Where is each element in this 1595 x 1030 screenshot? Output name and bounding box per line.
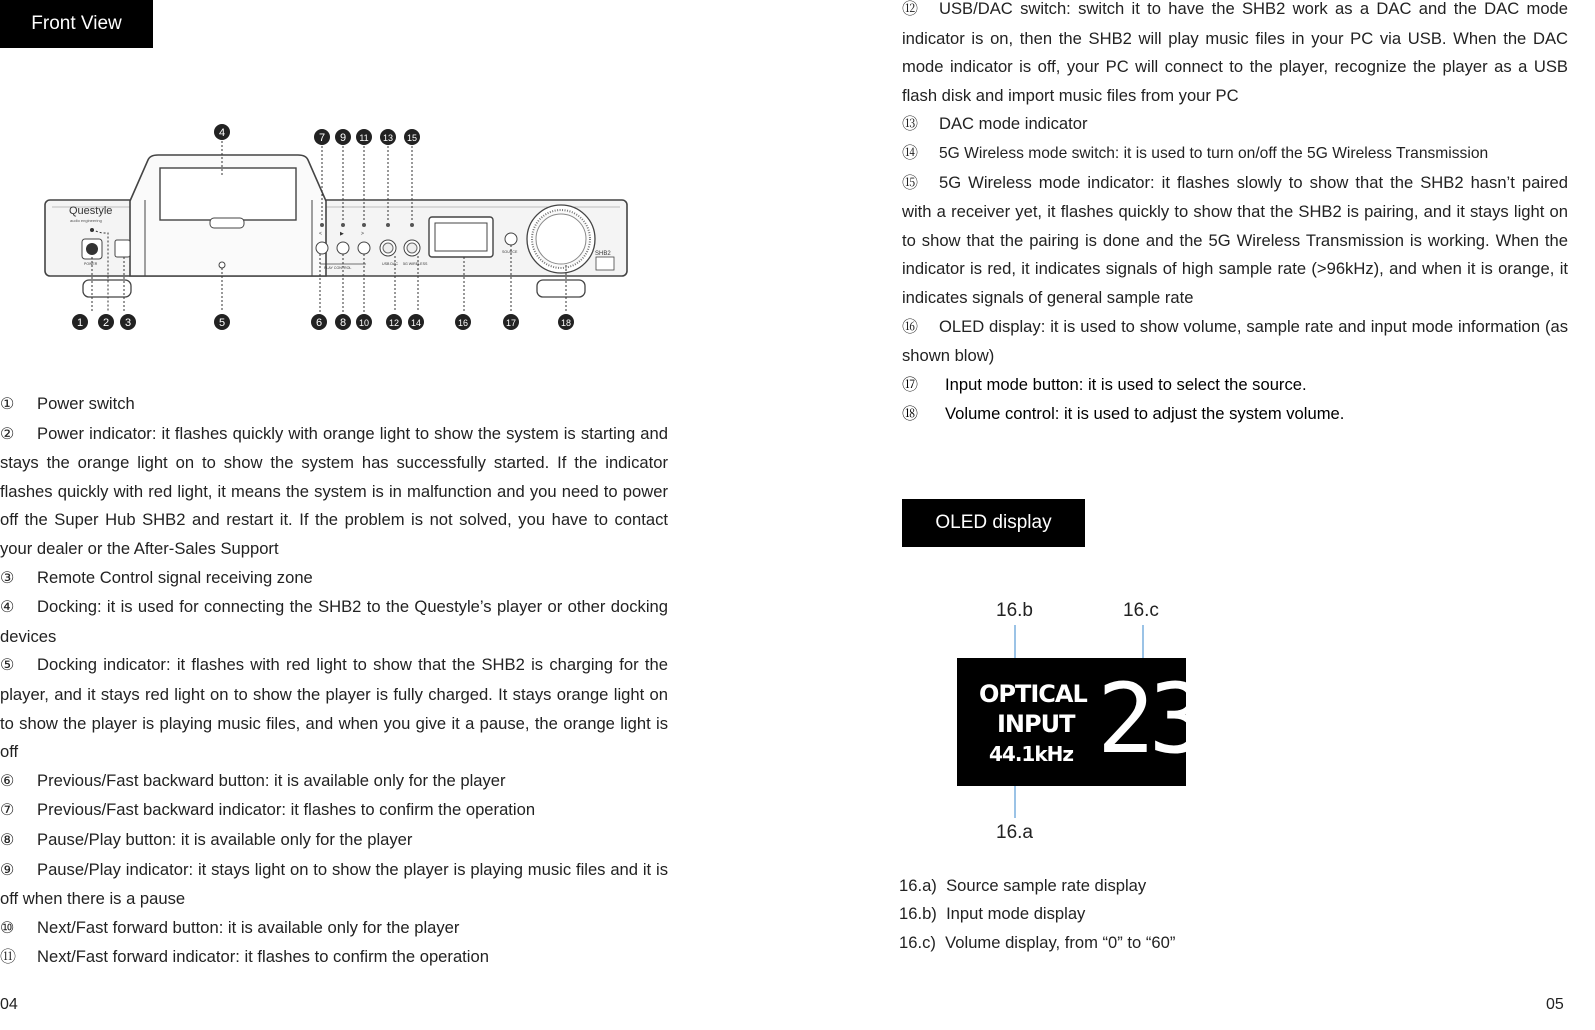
list-item: ⑫ USB/DAC switch: switch it to have the SHB2 work as a DAC and the DAC mode indicator is on, then the SHB2 will play music files in your PC via USB. When the DAC mode indicator is off, your PC will connect to the player, recognize the player as a USB flash disk and import music files from your PC bbox=[902, 0, 1568, 105]
oled-leader-a bbox=[1014, 784, 1016, 818]
next-button bbox=[358, 242, 370, 254]
oled-screen bbox=[957, 658, 1201, 786]
docking-indicator-led bbox=[219, 262, 225, 268]
device-front-diagram bbox=[30, 115, 670, 335]
svg-text:USB DAC: USB DAC bbox=[382, 262, 398, 266]
list-item: ⑬ DAC mode indicator bbox=[902, 114, 1088, 134]
svg-text:13: 13 bbox=[382, 133, 394, 143]
svg-text:15: 15 bbox=[406, 133, 418, 143]
svg-text:9: 9 bbox=[339, 132, 347, 144]
svg-text:5: 5 bbox=[218, 317, 226, 329]
svg-text:>: > bbox=[361, 231, 364, 237]
list-item: ① Power switch bbox=[0, 394, 135, 413]
svg-text:16: 16 bbox=[457, 318, 469, 328]
svg-text:▶: ▶ bbox=[340, 231, 344, 237]
right-item-list bbox=[902, 0, 1568, 430]
brand-logo: Questyle bbox=[69, 205, 113, 217]
list-item: ⑮ 5G Wireless mode indicator: it flashes slowly to show that the SHB2 hasn’t paired with a receiver yet, it flashes quickly to show that the SHB2 is pairing, and it stays light on to show that the pairing is done and the 5G Wireless Transmission is working. When the indicator is red, it indicates signals of high sample rate (>96kHz), and when it is orange, it indicates signals of general sample rate bbox=[902, 172, 1568, 307]
oled-callout-b: 16.b bbox=[996, 600, 1033, 621]
svg-text:7: 7 bbox=[318, 132, 326, 144]
oled-line-input: INPUT bbox=[997, 710, 1075, 738]
list-item: ⑪ Next/Fast forward indicator: it flashes to confirm the operation bbox=[0, 947, 489, 967]
list-item: ⑦ Previous/Fast backward indicator: it flashes to confirm the operation bbox=[0, 800, 536, 820]
svg-text:SHB2: SHB2 bbox=[595, 251, 611, 257]
left-item-list bbox=[0, 390, 668, 973]
list-item: ⑭ 5G Wireless mode switch: it is used to turn on/off the 5G Wireless Transmission bbox=[902, 144, 1489, 162]
svg-text:3: 3 bbox=[124, 317, 132, 329]
svg-text:2: 2 bbox=[102, 317, 110, 329]
oled-key-a: 16.a) Source sample rate display bbox=[899, 876, 1147, 895]
oled-key-b: 16.b) Input mode display bbox=[899, 904, 1086, 923]
list-item: ④ Docking: it is used for connecting the SHB2 to the Questyle’s player or other docking devices bbox=[0, 597, 668, 646]
front-view-label-text: Front View bbox=[31, 13, 122, 34]
list-item: ⑨ Pause/Play indicator: it stays light on to show the player is playing music files and it is off when there is a pause bbox=[0, 859, 668, 909]
oled-leader-c bbox=[1142, 625, 1144, 661]
right-page-number: 05 bbox=[1546, 996, 1564, 1013]
svg-text:4: 4 bbox=[218, 127, 226, 139]
oled-callout-a: 16.a bbox=[996, 822, 1033, 843]
list-item: ② Power indicator: it flashes quickly with orange light to show the system is starting and stays the orange light on to show the system has successfully started. If the indicator flashes quickly with red light, it means the system is in malfunction and you need to power off the Super Hub SHB2 and restart it. If the problem is not solved, you have to contact your dealer or the After-Sales Support bbox=[0, 423, 668, 558]
oled-line-input-type: OPTICAL bbox=[979, 680, 1087, 708]
svg-text:18: 18 bbox=[560, 318, 572, 328]
oled-callout-c: 16.c bbox=[1123, 600, 1159, 621]
oled-display-label bbox=[902, 499, 1085, 547]
svg-text:8: 8 bbox=[339, 317, 347, 329]
svg-text:1: 1 bbox=[76, 317, 84, 329]
svg-text:SOURCE: SOURCE bbox=[502, 250, 518, 254]
source-button bbox=[505, 233, 517, 245]
brand-sub: audio engineering bbox=[70, 218, 102, 223]
list-item: ⑥ Previous/Fast backward button: it is available only for the player bbox=[0, 770, 506, 790]
svg-text:14: 14 bbox=[410, 318, 422, 328]
list-item: ⑤ Docking indicator: it flashes with red light to show that the SHB2 is charging for the player, and it stays red light on to show the player is fully charged. It stays orange light on to show the player is playing music files, and when you give it a pause, the orange light is off bbox=[0, 655, 668, 762]
dock-slot bbox=[160, 168, 296, 220]
remote-sensor bbox=[115, 240, 130, 257]
oled-volume-value: 23 bbox=[1097, 663, 1201, 775]
list-item: ⑱ Volume control: it is used to adjust the system volume. bbox=[902, 404, 1345, 424]
callouts-bottom bbox=[72, 314, 574, 330]
list-item: ⑩ Next/Fast forward button: it is available only for the player bbox=[0, 917, 460, 937]
oled-display-label-text: OLED display bbox=[935, 512, 1052, 533]
oled-key-c: 16.c) Volume display, from “0” to “60” bbox=[899, 933, 1176, 952]
svg-text:12: 12 bbox=[388, 318, 400, 328]
list-item: ⑧ Pause/Play button: it is available only for the player bbox=[0, 829, 413, 849]
svg-text:6: 6 bbox=[315, 317, 323, 329]
list-item: ⑰ Input mode button: it is used to select the source. bbox=[902, 374, 1307, 394]
callouts-top bbox=[214, 124, 420, 145]
svg-text:5G WIRELESS: 5G WIRELESS bbox=[403, 262, 428, 266]
play-button bbox=[337, 242, 349, 254]
svg-text:11: 11 bbox=[359, 133, 369, 143]
oled-line-sample-rate: 44.1kHz bbox=[989, 742, 1074, 766]
left-page-number: 04 bbox=[0, 996, 18, 1013]
svg-text:PLAY CONTROL: PLAY CONTROL bbox=[324, 266, 352, 270]
list-item: ⑯ OLED display: it is used to show volume, sample rate and input mode information (as shown blow) bbox=[902, 316, 1568, 366]
list-item: ③ Remote Control signal receiving zone bbox=[0, 567, 313, 587]
svg-text:<: < bbox=[319, 231, 322, 237]
svg-text:POWER: POWER bbox=[84, 262, 98, 266]
front-view-label bbox=[0, 0, 153, 48]
svg-text:10: 10 bbox=[358, 318, 370, 328]
prev-button bbox=[316, 242, 328, 254]
svg-text:17: 17 bbox=[505, 318, 517, 328]
